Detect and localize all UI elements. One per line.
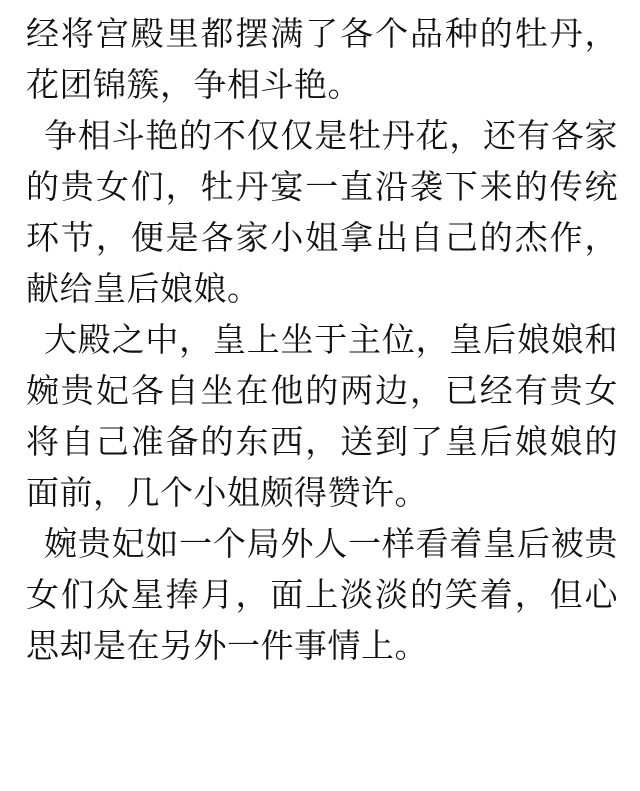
paragraph-4: 婉贵妃如一个局外人一样看着皇后被贵女们众星捧月，面上淡淡的笑着，但心思却是在另外一件事情上。	[26, 524, 618, 665]
paragraph-1: 经将宫殿里都摆满了各个品种的牡丹，花团锦簇，争相斗艳。	[26, 14, 618, 104]
paragraph-2: 争相斗艳的不仅仅是牡丹花，还有各家的贵女们，牡丹宴一直沿袭下来的传统环节，便是各家小姐拿出自己的杰作，献给皇后娘娘。	[26, 116, 618, 308]
article-text	[26, 8, 618, 671]
paragraph-3: 大殿之中，皇上坐于主位，皇后娘娘和婉贵妃各自坐在他的两边，已经有贵女将自己准备的东西，送到了皇后娘娘的面前，几个小姐颇得赞许。	[26, 320, 618, 512]
